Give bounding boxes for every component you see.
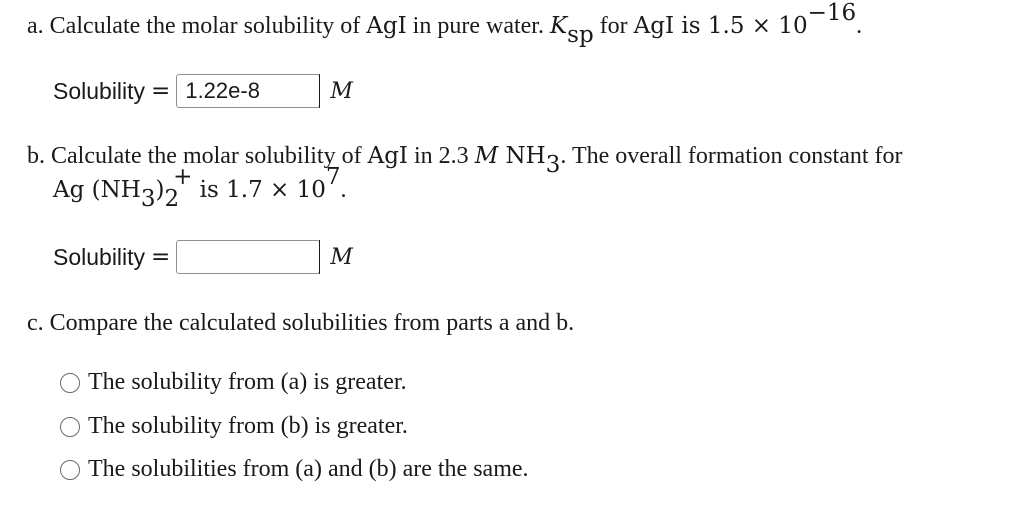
radio-label-b-greater: The solubility from (b) is greater. <box>88 413 408 439</box>
radio-button-icon[interactable] <box>60 460 80 480</box>
question-a-prefix: a. Calculate the molar solubility of <box>27 13 367 39</box>
question-b-end: . The overall formation constant for <box>560 143 903 169</box>
complex-paren: ) <box>155 177 165 203</box>
unit-a: M <box>330 78 353 104</box>
unit-b-wrap <box>319 240 353 274</box>
answer-a-row <box>53 73 353 109</box>
question-a <box>27 0 863 48</box>
ksp-subscript: sp <box>567 21 594 48</box>
compound-agi-2: AgI <box>633 13 675 39</box>
radio-button-icon[interactable] <box>60 373 80 393</box>
answer-b-row <box>53 239 353 275</box>
ksp-symbol: K <box>549 13 568 39</box>
complex-sub2: 2 <box>164 185 180 212</box>
equals-sign-a: = <box>151 78 171 104</box>
question-a-is: is 1.5 × 10 <box>674 13 808 39</box>
question-c <box>27 309 574 337</box>
complex-base: Ag (NH <box>53 177 141 203</box>
solubility-label-a: Solubility <box>53 77 146 104</box>
nh3-base: NH <box>498 143 546 169</box>
question-a-middle: in pure water. <box>406 13 550 39</box>
question-a-end: . <box>856 13 863 39</box>
solubility-label-b: Solubility <box>53 243 146 270</box>
question-b-line2 <box>53 164 347 212</box>
radio-button-icon[interactable] <box>60 417 80 437</box>
complex-charge: + <box>173 164 193 190</box>
nh3-subscript: 3 <box>545 151 561 178</box>
complex-sub3: 3 <box>140 185 156 212</box>
radio-label-same: The solubilities from (a) and (b) are the same. <box>88 456 529 482</box>
radio-label-a-greater: The solubility from (a) is greater. <box>88 369 407 395</box>
compound-agi-b: AgI <box>367 143 409 169</box>
radio-option-same[interactable] <box>60 456 529 483</box>
radio-option-a-greater[interactable] <box>60 369 407 396</box>
question-a-for: for <box>593 13 634 39</box>
compound-agi: AgI <box>366 13 407 39</box>
question-b-mid: in 2.3 <box>408 143 475 169</box>
radio-option-b-greater[interactable] <box>60 413 408 440</box>
solubility-input-b[interactable] <box>176 240 320 274</box>
question-b-prefix: b. Calculate the molar solubility of <box>27 143 368 169</box>
unit-a-wrap <box>319 74 353 108</box>
ksp-exponent: −16 <box>807 0 857 26</box>
unit-b: M <box>330 244 353 270</box>
molar-symbol: M <box>474 143 499 169</box>
question-b-end2: . <box>340 177 347 203</box>
question-b-is: is 1.7 × 10 <box>192 177 326 203</box>
solubility-input-a[interactable] <box>176 74 320 108</box>
equals-sign-b: = <box>151 244 171 270</box>
question-b-line1 <box>27 142 903 178</box>
question-c-text: c. Compare the calculated solubilities from parts a and b. <box>27 310 575 336</box>
kf-exponent: 7 <box>325 164 341 190</box>
